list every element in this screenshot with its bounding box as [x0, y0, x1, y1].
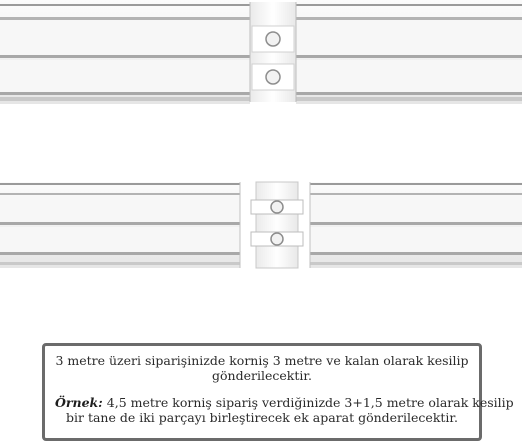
screw-hole-icon [266, 70, 280, 84]
info-note-box [42, 343, 514, 441]
assembled-rail-right-segment [296, 0, 522, 104]
note-line-1: 3 metre üzeri siparişinizde korniş 3 metre ve kalan olarak kesilip [55, 353, 469, 368]
example-label: Örnek: [55, 395, 103, 410]
screw-hole-icon [271, 201, 283, 213]
example-line-1 [55, 395, 514, 410]
assembled-rail-left-segment [0, 0, 250, 104]
assembled-rail-connector [250, 2, 296, 102]
screw-hole-icon [271, 233, 283, 245]
separated-rail-right-segment [310, 182, 522, 268]
note-spacer [55, 383, 469, 395]
separated-rail-left-segment [0, 182, 240, 268]
note-line-2: gönderilecektir. [212, 368, 312, 383]
loose-connector-piece [251, 182, 303, 268]
assembled-rail [0, 0, 522, 104]
separated-rail-parts [0, 182, 522, 268]
example-line-2: bir tane de iki parçayı birleştirecek ek aparat gönderilecektir. [66, 410, 458, 425]
screw-hole-icon [266, 32, 280, 46]
example-text: 4,5 metre korniş sipariş verdiğinizde 3+1,5 metre olarak kesilip [102, 395, 514, 410]
